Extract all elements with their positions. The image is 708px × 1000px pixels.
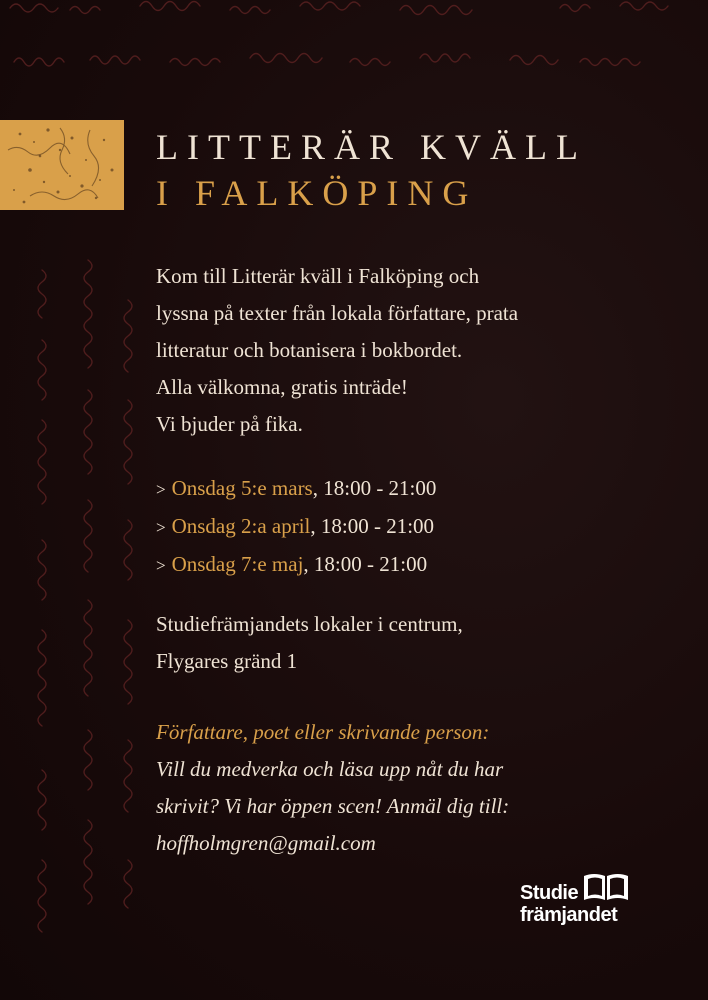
title-line-2: I FALKÖPING <box>156 173 478 213</box>
intro-line: lyssna på texter från lokala författare, prata <box>156 301 519 325</box>
venue-address <box>156 606 463 680</box>
venue-line-2: Flygares gränd 1 <box>156 649 298 673</box>
open-stage-callout <box>156 714 509 862</box>
gold-texture-pattern <box>0 120 124 210</box>
logo-word-1: Studie <box>520 882 579 904</box>
poster-title <box>156 124 587 216</box>
intro-line: litteratur och botanisera i bokbordet. <box>156 338 463 362</box>
venue-line-1: Studiefrämjandets lokaler i centrum, <box>156 612 463 636</box>
title-line-1: LITTERÄR KVÄLL <box>156 127 587 167</box>
intro-paragraph <box>156 258 676 443</box>
arrow-marker: > <box>156 480 166 499</box>
gold-texture-block <box>0 120 124 210</box>
event-time: , 18:00 - 21:00 <box>310 514 435 538</box>
arrow-marker: > <box>156 518 166 537</box>
arrow-marker: > <box>156 556 166 575</box>
event-day: Onsdag 7:e maj <box>171 552 304 576</box>
event-day: Onsdag 5:e mars <box>171 476 313 500</box>
callout-line: Vill du medverka och läsa upp nåt du har <box>156 757 504 781</box>
event-date-item <box>156 508 436 546</box>
contact-email: hoffholmgren@gmail.com <box>156 831 376 855</box>
event-day: Onsdag 2:a april <box>171 514 311 538</box>
studiefrämjandet-logo <box>520 870 640 940</box>
event-dates-list <box>156 470 436 584</box>
event-time: , 18:00 - 21:00 <box>312 476 437 500</box>
intro-line: Kom till Litterär kväll i Falköping och <box>156 264 480 288</box>
open-book-icon <box>582 870 630 902</box>
callout-lead: Författare, poet eller skrivande person: <box>156 720 490 744</box>
event-time: , 18:00 - 21:00 <box>303 552 428 576</box>
event-date-item <box>156 546 436 584</box>
intro-line: Alla välkomna, gratis inträde! <box>156 375 408 399</box>
callout-line: skrivit? Vi har öppen scen! Anmäl dig till: <box>156 794 510 818</box>
event-date-item <box>156 470 436 508</box>
logo-word-2: främjandet <box>520 904 618 926</box>
intro-line: Vi bjuder på fika. <box>156 412 303 436</box>
